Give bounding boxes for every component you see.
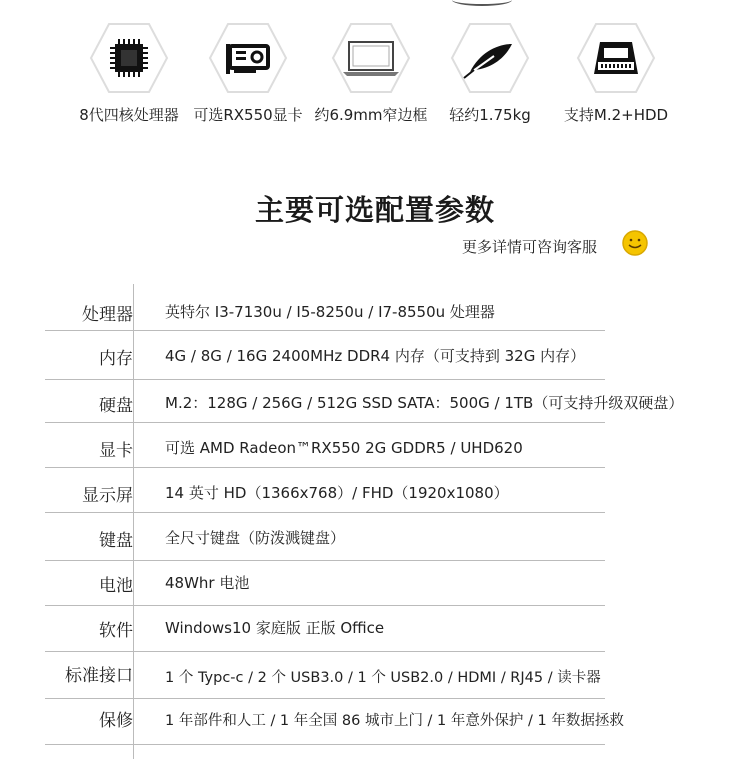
spec-value: 48Whr 电池 xyxy=(165,574,250,592)
row-divider xyxy=(45,379,605,380)
spec-key: 软件 xyxy=(99,621,133,641)
spec-key: 内存 xyxy=(99,349,133,369)
feature-label: 轻约1.75kg xyxy=(449,106,531,124)
feature-weight xyxy=(430,22,550,125)
table-divider-vertical xyxy=(133,284,134,759)
contact-service-text: 更多详情可咨询客服 xyxy=(462,238,598,256)
spec-key: 显示屏 xyxy=(82,486,133,506)
row-divider xyxy=(45,467,605,468)
spec-key: 键盘 xyxy=(99,531,133,551)
decorative-arc xyxy=(452,0,512,6)
feather-icon xyxy=(450,22,530,94)
feature-label: 8代四核处理器 xyxy=(79,106,179,124)
spec-value: 1 年部件和人工 / 1 年全国 86 城市上门 / 1 年意外保护 / 1 年数据拯救 xyxy=(165,713,624,729)
feature-strip xyxy=(0,22,750,132)
feature-label: 约6.9mm窄边框 xyxy=(314,106,428,124)
spec-value: M.2：128G / 256G / 512G SSD SATA：500G / 1TB（可支持升级双硬盘） xyxy=(165,394,684,412)
spec-value: 英特尔 I3-7130u / I5-8250u / I7-8550u 处理器 xyxy=(165,303,495,321)
spec-value: 14 英寸 HD（1366x768）/ FHD（1920x1080） xyxy=(165,484,509,502)
feature-storage xyxy=(556,22,676,125)
cpu-chip-icon xyxy=(89,22,169,94)
row-divider xyxy=(45,698,605,699)
spec-value: 全尺寸键盘（防泼溅键盘） xyxy=(165,529,346,547)
hard-drive-icon xyxy=(576,22,656,94)
row-divider xyxy=(45,605,605,606)
row-divider xyxy=(45,330,605,331)
section-title: 主要可选配置参数 xyxy=(254,193,495,227)
spec-value: 4G / 8G / 16G 2400MHz DDR4 内存（可支持到 32G 内存） xyxy=(165,347,586,365)
graphics-card-icon xyxy=(208,22,288,94)
row-divider xyxy=(45,651,605,652)
row-divider xyxy=(45,560,605,561)
spec-value: 可选 AMD Radeon™RX550 2G GDDR5 / UHD620 xyxy=(165,439,523,457)
feature-bezel xyxy=(311,22,431,125)
feature-label: 支持M.2+HDD xyxy=(563,106,669,124)
laptop-icon xyxy=(331,22,411,94)
feature-label: 可选RX550显卡 xyxy=(193,106,303,124)
feature-cpu xyxy=(69,22,189,125)
spec-key: 保修 xyxy=(99,711,133,731)
spec-value: Windows10 家庭版 正版 Office xyxy=(165,619,385,637)
hexagon-frame xyxy=(331,22,411,94)
hexagon-frame xyxy=(208,22,288,94)
spec-key: 标准接口 xyxy=(65,666,133,686)
spec-key: 电池 xyxy=(99,576,133,596)
row-divider xyxy=(45,744,605,745)
spec-key: 处理器 xyxy=(82,305,133,325)
hexagon-frame xyxy=(89,22,169,94)
feature-gpu xyxy=(188,22,308,125)
spec-key: 显卡 xyxy=(99,441,133,461)
row-divider xyxy=(45,512,605,513)
hexagon-frame xyxy=(450,22,530,94)
row-divider xyxy=(45,422,605,423)
spec-value: 1 个 Typc-c / 2 个 USB3.0 / 1 个 USB2.0 / HDMI / RJ45 / 读卡器 xyxy=(165,670,601,686)
spec-key: 硬盘 xyxy=(99,396,133,416)
hexagon-frame xyxy=(576,22,656,94)
smiley-icon xyxy=(620,228,650,258)
